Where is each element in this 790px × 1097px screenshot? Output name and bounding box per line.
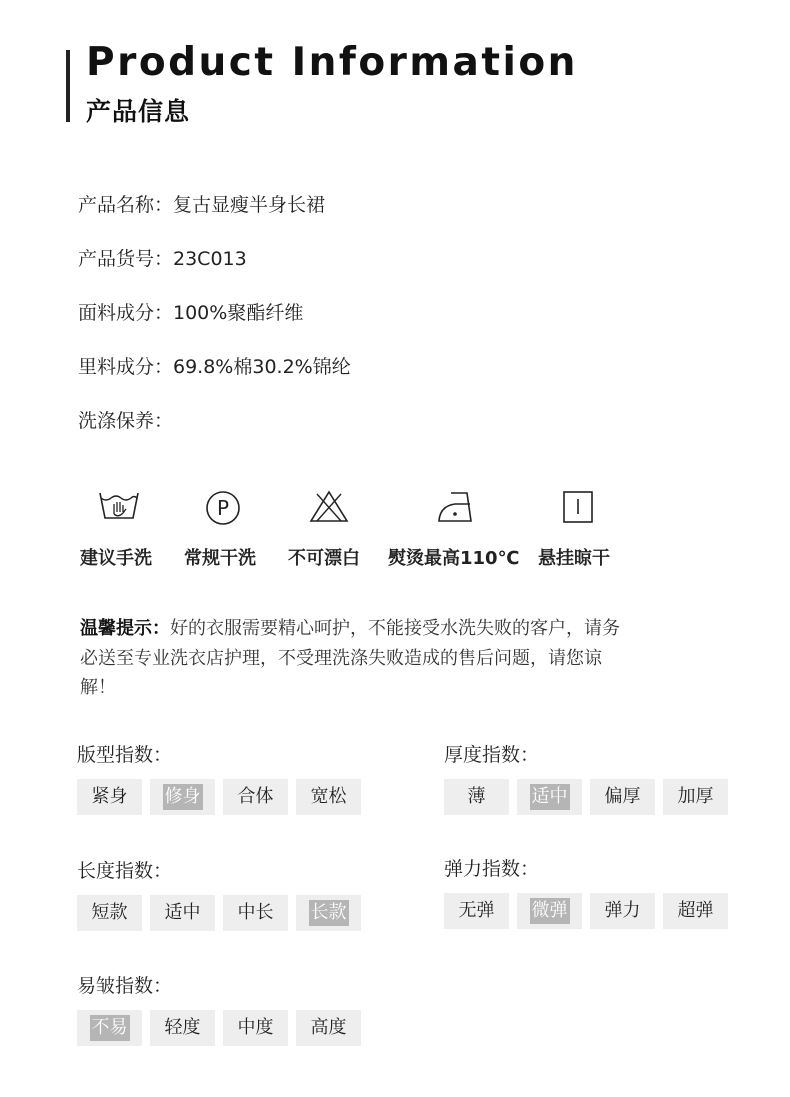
- title-accent-bar: [66, 50, 70, 122]
- length-option-label: 中长: [237, 902, 274, 923]
- fit-option-label: 紧身: [91, 786, 128, 807]
- elasticity-option-chip: [663, 893, 728, 929]
- page-title-chinese: 产品信息: [86, 97, 191, 126]
- product-sku-row: 产品货号：23C013: [78, 248, 247, 270]
- wrinkle-option-label: 不易: [90, 1015, 130, 1041]
- care-notice: [80, 614, 635, 703]
- wrinkle-option-chip: [77, 1010, 142, 1046]
- length-index-label: 长度指数：: [77, 860, 173, 882]
- elasticity-option-label: 微弹: [530, 898, 570, 924]
- wrinkle-option-label: 轻度: [164, 1017, 201, 1038]
- thickness-option-chip: [444, 779, 509, 815]
- elasticity-option-chip: [590, 893, 655, 929]
- fit-option-chip: [150, 779, 215, 815]
- length-option-chip: [296, 895, 361, 931]
- fit-option-chip: [77, 779, 142, 815]
- svg-text:P: P: [216, 496, 230, 520]
- wrinkle-index-options: [77, 1010, 361, 1046]
- length-index-options: [77, 895, 361, 931]
- elasticity-index-options: [444, 893, 728, 929]
- elasticity-option-label: 弹力: [604, 900, 641, 921]
- notice-label: 温馨提示：: [80, 618, 170, 639]
- thickness-option-label: 适中: [530, 784, 570, 810]
- thickness-option-label: 加厚: [677, 786, 714, 807]
- length-option-chip: [77, 895, 142, 931]
- fit-option-chip: [223, 779, 288, 815]
- thickness-option-label: 偏厚: [604, 786, 641, 807]
- wrinkle-option-chip: [296, 1010, 361, 1046]
- page-title-english: Product Information: [86, 40, 578, 85]
- hang-dry-icon: [562, 490, 594, 524]
- thickness-option-chip: [590, 779, 655, 815]
- no-bleach-icon: [309, 490, 349, 524]
- dry-clean-label: 常规干洗: [184, 548, 256, 569]
- thickness-index-label: 厚度指数：: [444, 744, 540, 766]
- length-option-label: 适中: [164, 902, 201, 923]
- hand-wash-label: 建议手洗: [80, 548, 152, 569]
- wrinkle-option-label: 高度: [310, 1017, 347, 1038]
- elasticity-index-label: 弹力指数：: [444, 858, 540, 880]
- thickness-index-options: [444, 779, 728, 815]
- hang-dry-label: 悬挂晾干: [538, 548, 610, 569]
- care-heading-row: 洗涤保养：: [78, 410, 174, 432]
- length-option-label: 长款: [309, 900, 349, 926]
- no-bleach-label: 不可漂白: [288, 548, 360, 569]
- length-option-chip: [150, 895, 215, 931]
- thickness-option-chip: [663, 779, 728, 815]
- notice-text: 好的衣服需要精心呵护，不能接受水洗失败的客户，请务必送至专业洗衣店护理，不受理洗涤失败造成的售后问题，请您谅解！: [80, 618, 620, 698]
- wrinkle-option-chip: [150, 1010, 215, 1046]
- product-name-row: 产品名称：复古显瘦半身长裙: [78, 194, 326, 216]
- elasticity-option-chip: [444, 893, 509, 929]
- fit-option-label: 合体: [237, 786, 274, 807]
- iron-temp-label: 熨烫最高110℃: [388, 548, 520, 569]
- iron-110-icon: [437, 490, 475, 524]
- fit-index-label: 版型指数：: [77, 744, 173, 766]
- wrinkle-index-label: 易皱指数：: [77, 975, 173, 997]
- fabric-composition-row: 面料成分：100%聚酯纤维: [78, 302, 304, 324]
- dry-clean-p-icon: [205, 490, 241, 526]
- lining-composition-row: 里料成分：69.8%棉30.2%锦纶: [78, 356, 351, 378]
- elasticity-option-label: 超弹: [677, 900, 714, 921]
- length-option-chip: [223, 895, 288, 931]
- fit-option-chip: [296, 779, 361, 815]
- wrinkle-option-chip: [223, 1010, 288, 1046]
- elasticity-option-chip: [517, 893, 582, 929]
- elasticity-option-label: 无弹: [458, 900, 495, 921]
- fit-option-label: 宽松: [310, 786, 347, 807]
- thickness-option-label: 薄: [467, 786, 486, 807]
- fit-index-options: [77, 779, 361, 815]
- fit-option-label: 修身: [163, 784, 203, 810]
- length-option-label: 短款: [91, 902, 128, 923]
- wrinkle-option-label: 中度: [237, 1017, 274, 1038]
- thickness-option-chip: [517, 779, 582, 815]
- hand-wash-icon: [98, 490, 140, 524]
